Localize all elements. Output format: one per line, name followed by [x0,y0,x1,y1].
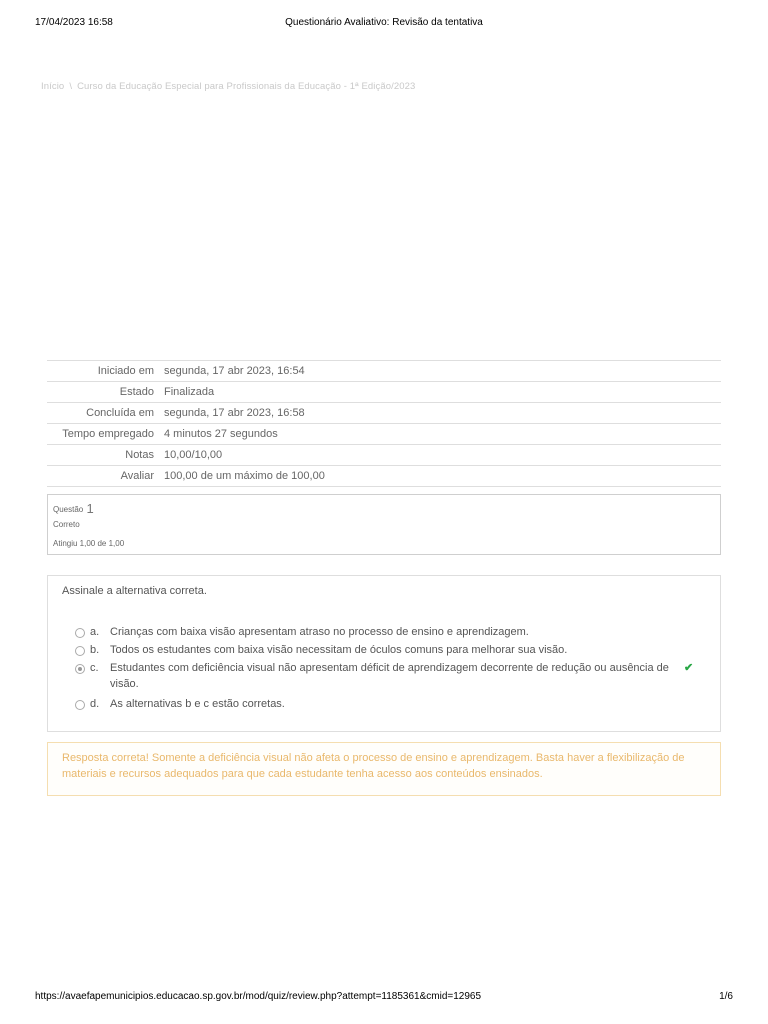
print-datetime: 17/04/2023 16:58 [35,17,113,28]
breadcrumb-course-link[interactable]: Curso da Educação Especial para Profissionais da Educação - 1ª Edição/2023 [77,81,416,92]
breadcrumb-separator: \ [69,81,73,92]
attempt-summary-table [47,360,721,487]
radio-button[interactable] [75,646,85,656]
print-url: https://avaefapemunicipios.educacao.sp.gov.br/mod/quiz/review.php?attempt=1185361&cmid=12965 [35,991,482,1002]
summary-label: Estado [119,386,154,398]
summary-row-time-taken [47,424,721,445]
question-info-box [47,494,721,555]
summary-value: segunda, 17 abr 2023, 16:54 [164,365,305,377]
feedback-text: Resposta correta! Somente a deficiência visual não afeta o processo de ensino e aprendizagem. Basta haver a flexibilização de materiais e recursos adequados para que cada estudante tenha acesso aos conteúdos ensinados. [62,752,685,780]
feedback-box [47,742,721,796]
question-label: Questão [53,505,84,514]
question-content-box [47,575,721,732]
radio-button[interactable] [75,700,85,710]
summary-label: Iniciado em [97,365,154,377]
summary-label: Tempo empregado [62,428,154,440]
summary-value: segunda, 17 abr 2023, 16:58 [164,407,305,419]
answer-letter: c. [90,662,99,674]
question-number [53,501,94,516]
question-state: Correto [53,520,80,529]
summary-label: Avaliar [120,470,154,482]
radio-button[interactable] [75,628,85,638]
radio-button-selected[interactable] [75,664,85,674]
breadcrumb [41,81,415,92]
summary-value: 10,00/10,00 [164,449,223,461]
answer-letter: d. [90,698,100,710]
check-icon: ✔ [684,662,694,674]
summary-row-grade [47,466,721,487]
answer-text: Estudantes com deficiência visual não apresentam déficit de aprendizagem decorrente de redução ou ausência de visão. [110,662,669,690]
summary-value: 100,00 de um máximo de 100,00 [164,470,325,482]
summary-row-started [47,361,721,382]
answer-letter: a. [90,626,100,638]
answer-text: Todos os estudantes com baixa visão necessitam de óculos comuns para melhorar sua visão. [110,644,568,656]
answer-text: Crianças com baixa visão apresentam atraso no processo de ensino e aprendizagem. [110,626,529,638]
summary-row-marks [47,445,721,466]
answer-letter: b. [90,644,100,656]
summary-row-state [47,382,721,403]
question-grade: Atingiu 1,00 de 1,00 [53,539,125,548]
question-text: Assinale a alternativa correta. [62,585,207,597]
print-title: Questionário Avaliativo: Revisão da tentativa [285,17,483,28]
question-number-value: 1 [86,501,94,516]
summary-label: Notas [125,449,154,461]
summary-value: 4 minutos 27 segundos [164,428,278,440]
print-footer [35,991,733,1005]
print-header [35,17,733,31]
summary-value: Finalizada [164,386,215,398]
summary-label: Concluída em [86,407,154,419]
answer-text: As alternativas b e c estão corretas. [110,698,285,710]
summary-row-completed [47,403,721,424]
page-number: 1/6 [719,991,733,1002]
breadcrumb-home-link[interactable]: Início [41,81,65,92]
